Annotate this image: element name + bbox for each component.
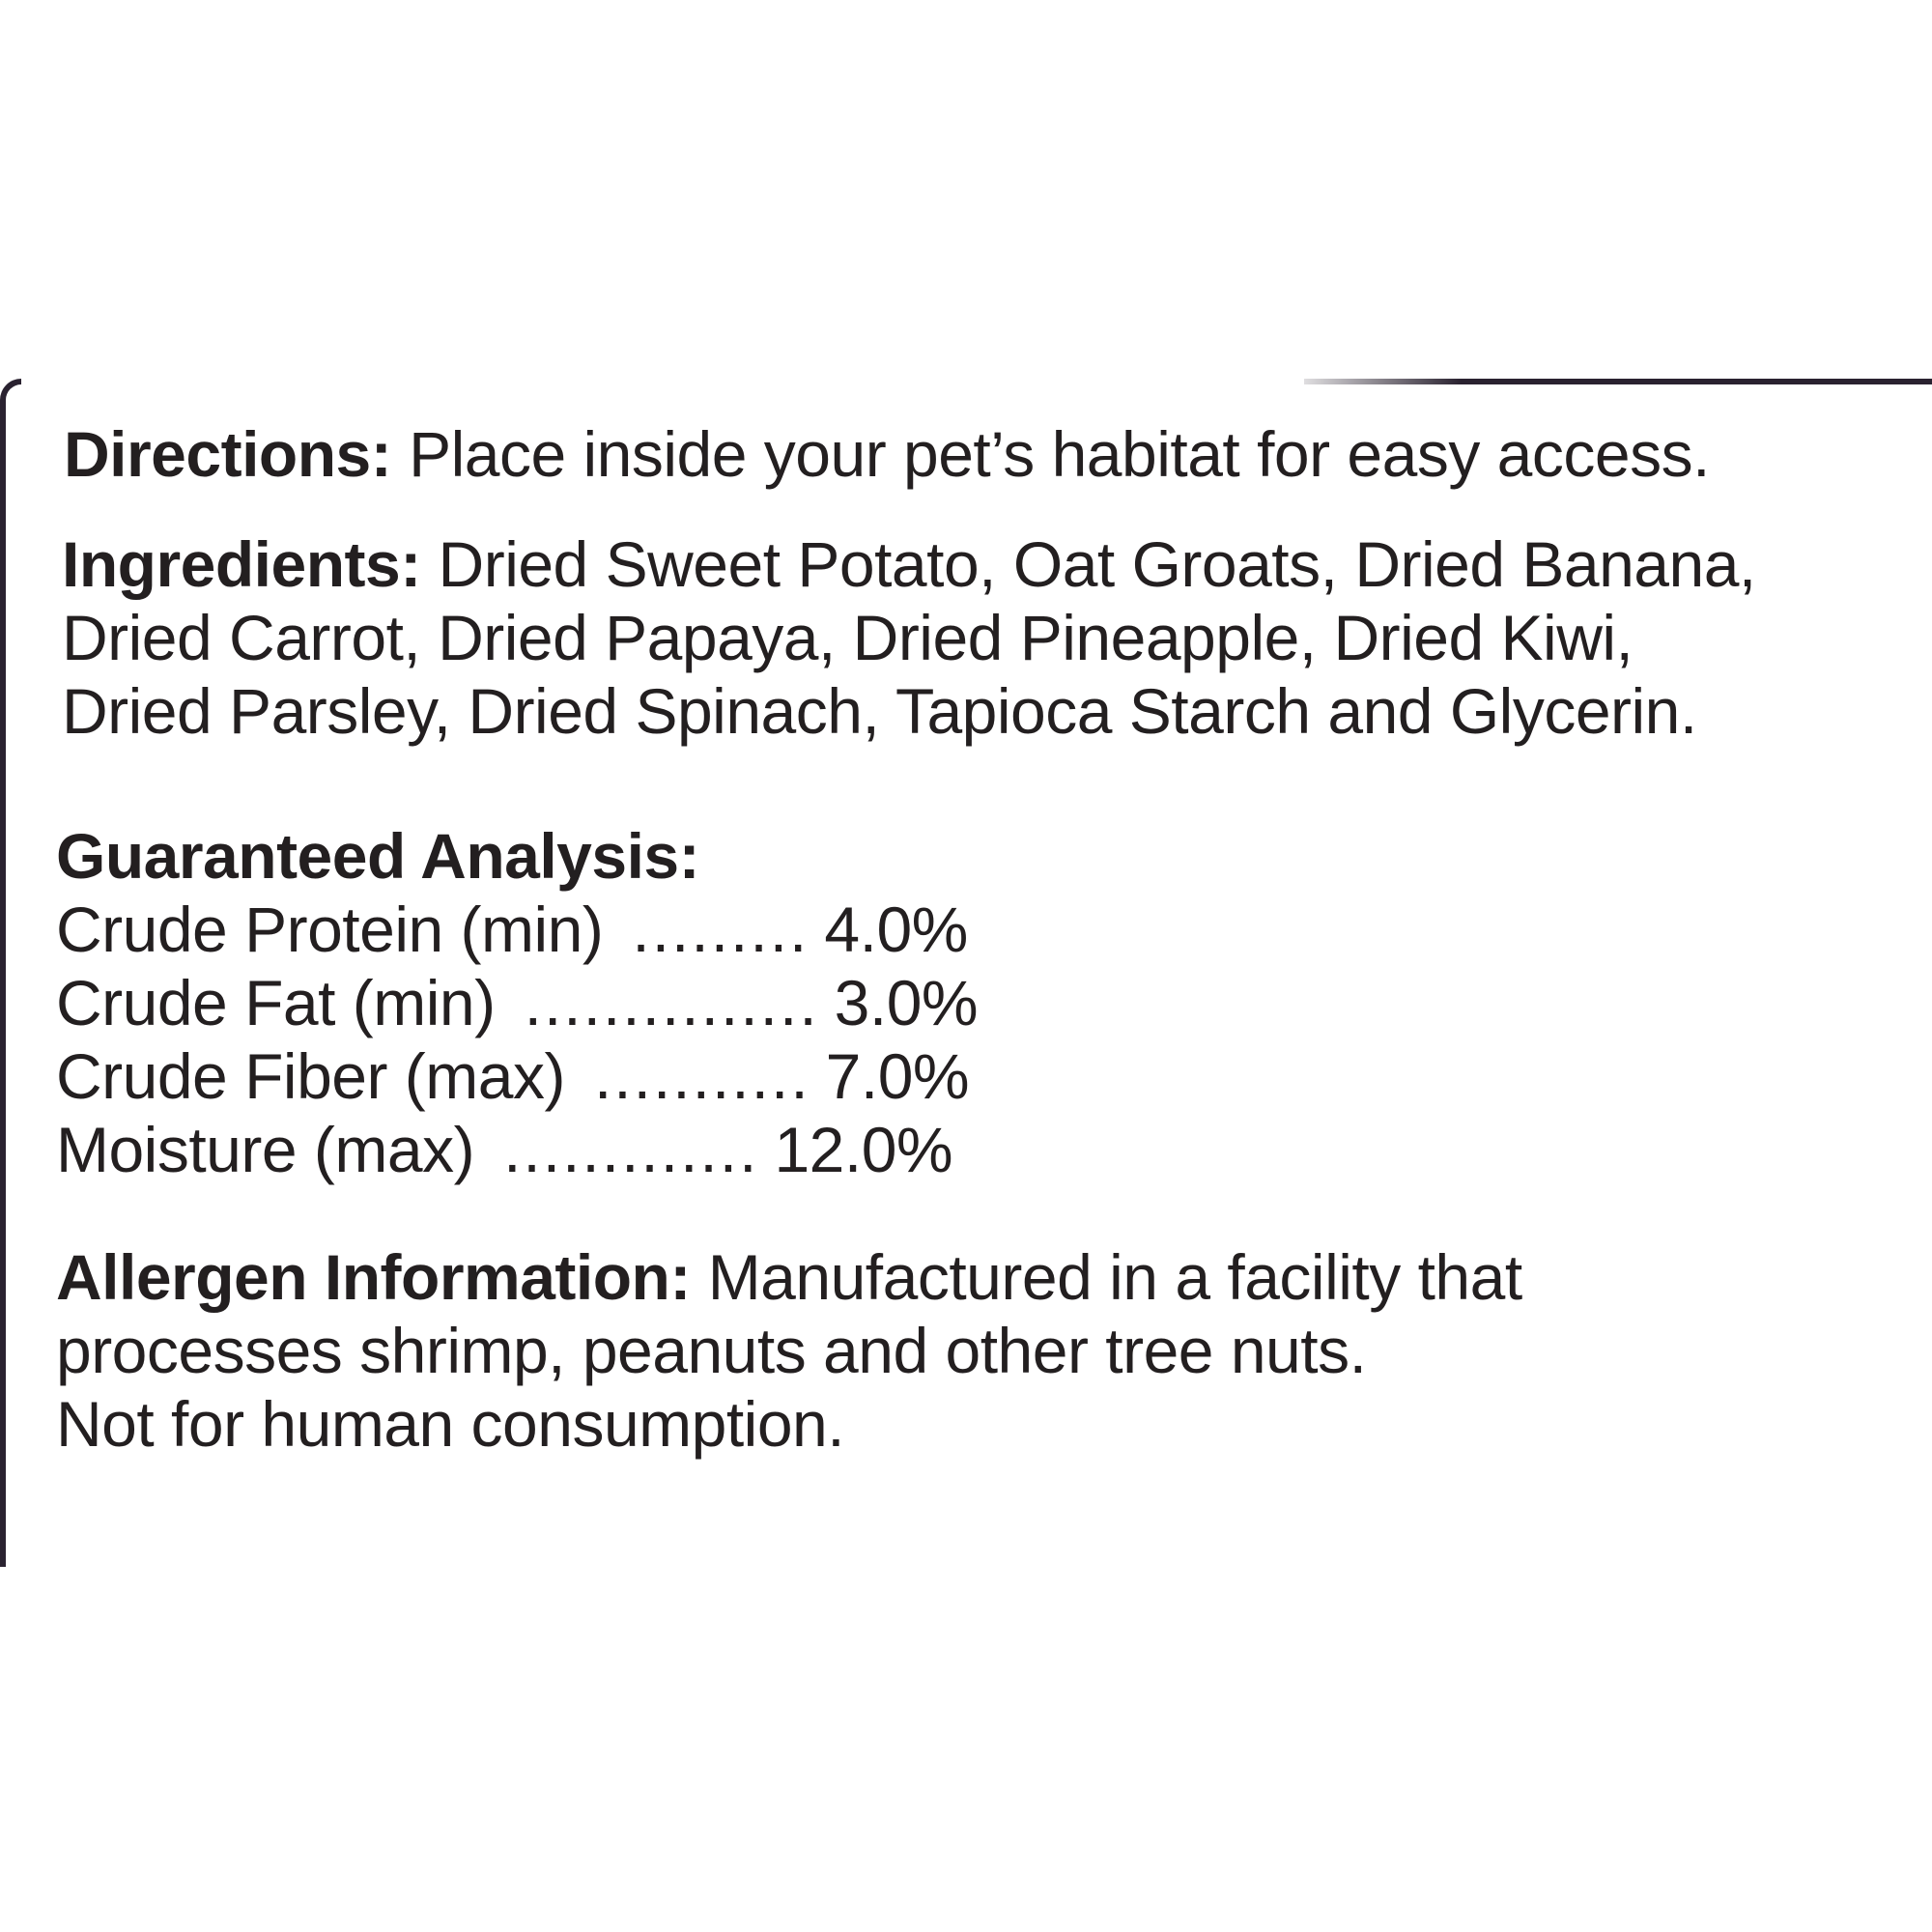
analysis-row-dots: ............... [524, 967, 819, 1038]
directions-label: Directions: [64, 418, 392, 490]
analysis-row-name: Crude Fat (min) [56, 967, 496, 1038]
analysis-row-name: Moisture (max) [56, 1114, 475, 1185]
panel-left-border [0, 379, 21, 1567]
analysis-row-value: 4.0% [824, 894, 968, 965]
allergen-line-2: processes shrimp, peanuts and other tree nuts. [56, 1315, 1367, 1386]
allergen-section [56, 1240, 1911, 1461]
ingredients-label: Ingredients: [62, 528, 421, 600]
ingredients-line-2: Dried Carrot, Dried Papaya, Dried Pineapple, Dried Kiwi, [62, 602, 1634, 673]
analysis-row-value: 7.0% [825, 1040, 970, 1112]
panel-top-rule [1304, 379, 1932, 384]
allergen-label: Allergen Information: [56, 1241, 691, 1313]
ingredients-line-1: Dried Sweet Potato, Oat Groats, Dried Banana, [438, 528, 1756, 600]
analysis-row [56, 1113, 1911, 1186]
analysis-row-dots: ............. [503, 1114, 759, 1185]
guaranteed-analysis-title: Guaranteed Analysis: [56, 820, 700, 892]
analysis-row [56, 966, 1911, 1039]
directions-section [64, 417, 1911, 491]
label-text-block [56, 417, 1911, 1461]
analysis-row-dots: ......... [632, 894, 810, 965]
analysis-row-dots: ........... [593, 1040, 810, 1112]
allergen-line-3: Not for human consumption. [56, 1388, 845, 1460]
allergen-line-1: Manufactured in a facility that [707, 1241, 1522, 1313]
analysis-row [56, 893, 1911, 966]
ingredients-section [62, 527, 1911, 748]
analysis-row [56, 1039, 1911, 1113]
directions-text: Place inside your pet’s habitat for easy access. [409, 418, 1710, 490]
analysis-row-value: 12.0% [774, 1114, 953, 1185]
analysis-row-value: 3.0% [834, 967, 979, 1038]
guaranteed-analysis-section [56, 819, 1911, 1186]
ingredients-line-3: Dried Parsley, Dried Spinach, Tapioca Starch and Glycerin. [62, 675, 1697, 747]
analysis-row-name: Crude Fiber (max) [56, 1040, 565, 1112]
analysis-row-name: Crude Protein (min) [56, 894, 604, 965]
label-panel [0, 379, 1932, 1567]
